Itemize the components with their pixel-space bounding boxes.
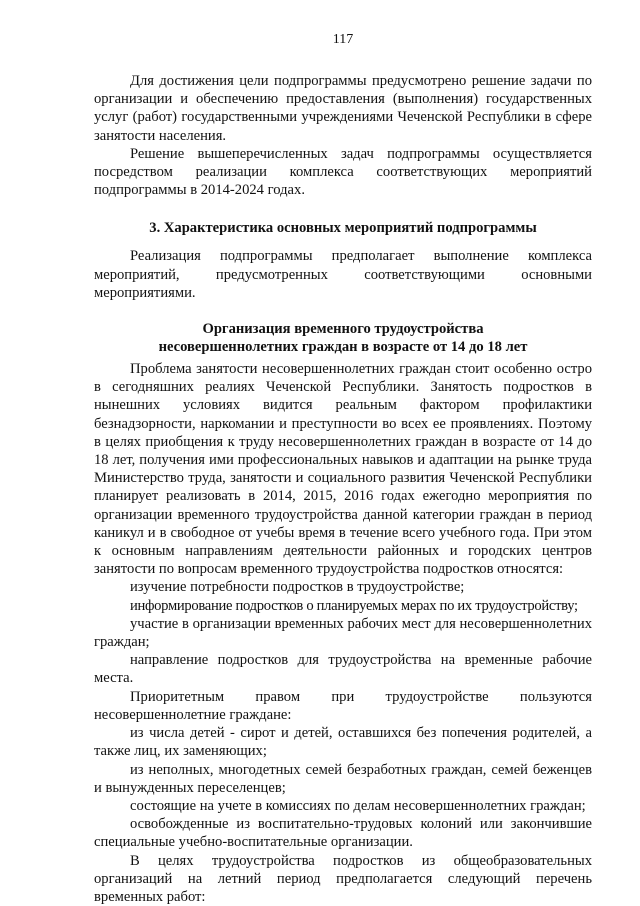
page-number: 117 xyxy=(332,32,354,47)
section-paragraph: Реализация подпрограммы предполагает выполнение комплекса мероприятий, предусмотренных соответствующими основными мероприятиями. xyxy=(94,248,592,301)
body-paragraph-6: Приоритетным правом при трудоустройстве пользуются несовершеннолетние граждане: xyxy=(94,688,592,723)
body-paragraph-9: состоящие на учете в комиссиях по делам несовершеннолетних граждан; xyxy=(130,797,586,814)
intro-paragraph-1: Для достижения цели подпрограммы предусмотрено решение задачи по организации и обеспечению предоставления (выполнения) государственных услуг (работ) государственными учреждениями Чеченской Республики в сфере занятости населения. xyxy=(94,73,592,144)
body-paragraph-7: из числа детей - сирот и детей, оставшихся без попечения родителей, а также лиц, их заменяющих; xyxy=(94,725,592,760)
body-paragraph-2: изучение потребности подростков в трудоустройстве; xyxy=(130,579,465,596)
body-paragraph-10: освобожденные из воспитательно-трудовых колоний или закончившие специальные учебно-воспитательные организации. xyxy=(94,816,592,851)
intro-paragraph-2: Решение вышеперечисленных задач подпрограммы осуществляется посредством реализации комплекса соответствующих мероприятий подпрограммы в 2014-2024 годах. xyxy=(94,145,592,199)
body-paragraph-11: В целях трудоустройства подростков из общеобразовательных организаций на летний период предполагается следующий перечень временных работ: xyxy=(94,852,592,905)
body-paragraph-5: направление подростков для трудоустройства на временные рабочие места. xyxy=(94,652,592,687)
body-paragraph-8: из неполных, многодетных семей безработных граждан, семей беженцев и вынужденных переселенцев; xyxy=(94,761,592,796)
body-paragraph-1: Проблема занятости несовершеннолетних граждан стоит особенно остро в сегодняшних реалиях Чеченской Республики. Занятость подростков в нынешних условиях видится реальным фактором профилактики безнадзорности, наркомании и преступности во всех ее проявлениях. Поэтому в целях приобщения к труду несовершеннолетних граждан в возрасте от 14 до 18 лет, получения ими профессиональных навыков и адаптации на рынке труда Министерство труда, занятости и социального развития Чеченской Республики планирует реализовать в 2014, 2015, 2016 годах ежегодно мероприятия по организации временного трудоустройства данной категории граждан в период каникул и в свободное от учебы время в течение всего учебного года. При этом к основным направлениям деятельности районных и городских центров занятости по вопросам временного трудоустройства подростков относятся: xyxy=(94,361,592,578)
subheading-line-1: Организация временного трудоустройства xyxy=(202,321,484,338)
section-heading: 3. Характеристика основных мероприятий подпрограммы xyxy=(149,220,537,237)
body-paragraph-3: информирование подростков о планируемых мерах по их трудоустройству; xyxy=(130,597,578,614)
subheading-line-2: несовершеннолетних граждан в возрасте от 14 до 18 лет xyxy=(158,339,528,356)
body-paragraph-4: участие в организации временных рабочих мест для несовершеннолетних граждан; xyxy=(94,615,592,651)
